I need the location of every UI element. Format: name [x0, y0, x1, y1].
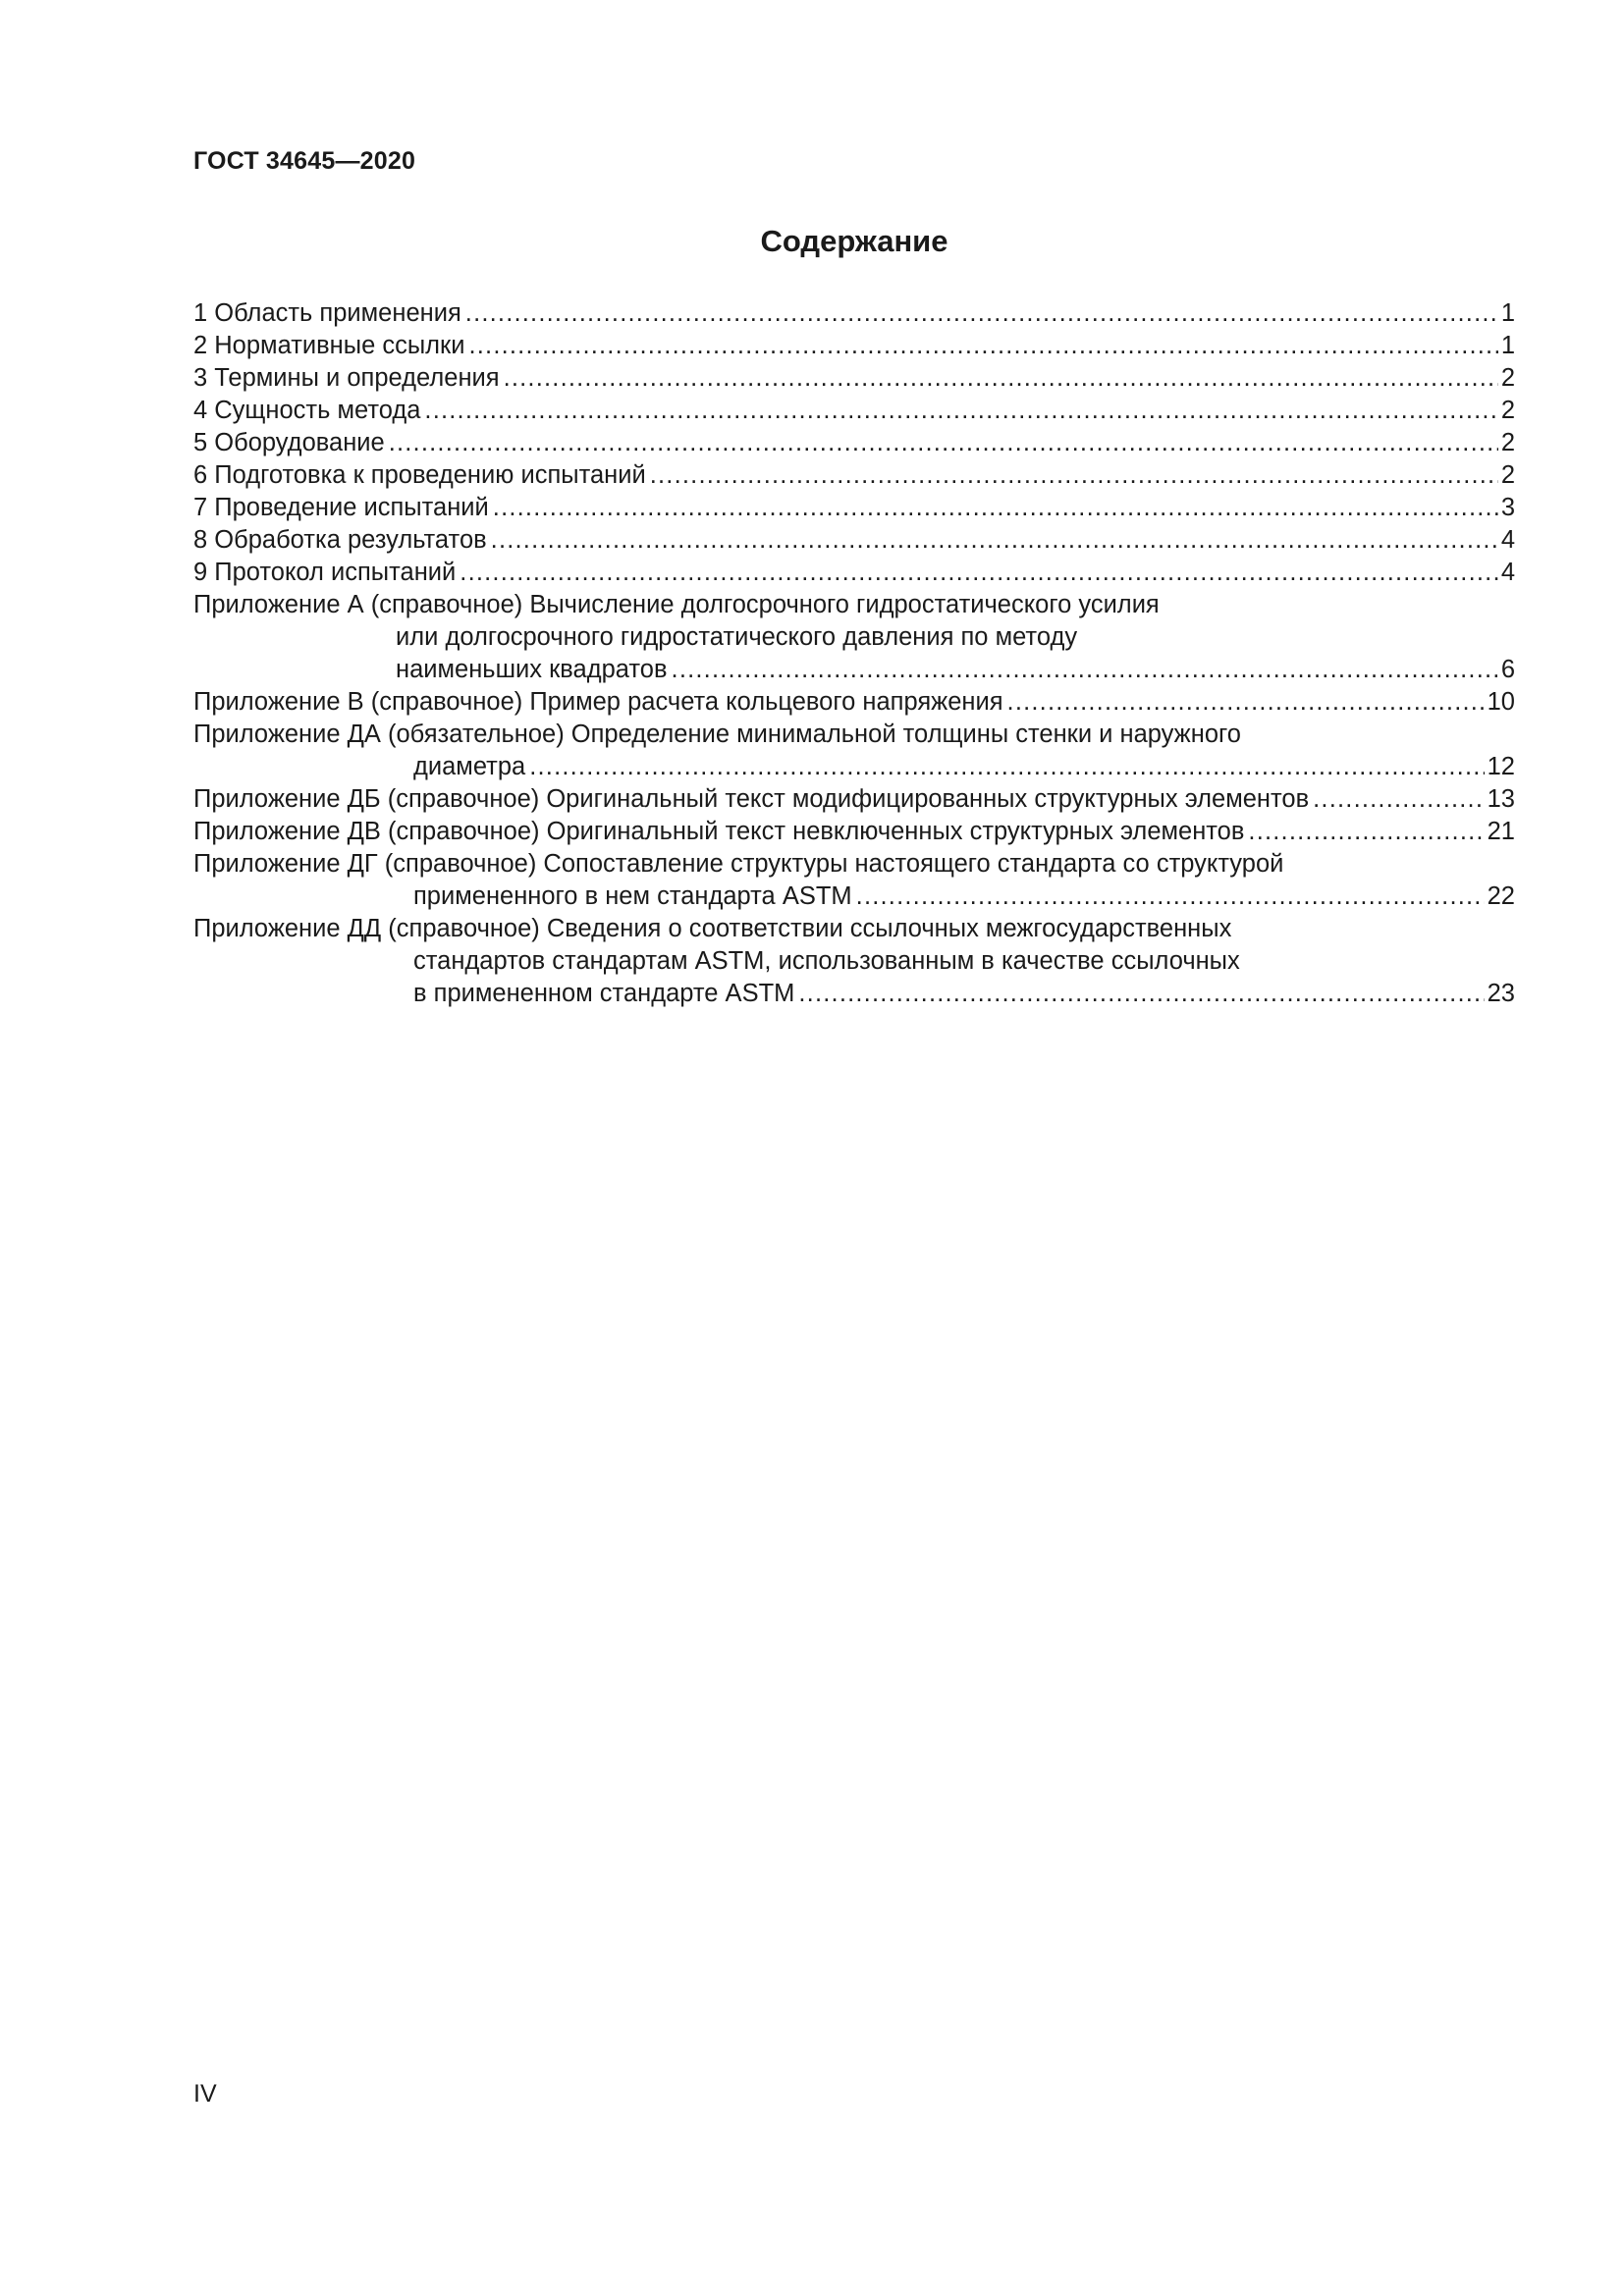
- toc-entry[interactable]: [193, 459, 1515, 492]
- toc-entry[interactable]: [193, 297, 1515, 330]
- toc-entry-text: 8 Обработка результатов: [193, 526, 487, 554]
- toc-leader-dots: [856, 881, 1485, 913]
- toc-entry[interactable]: [193, 427, 1515, 459]
- toc-entry[interactable]: [193, 330, 1515, 362]
- toc-entry-text: 2 Нормативные ссылки: [193, 332, 465, 359]
- toc-title: Содержание: [760, 224, 948, 258]
- toc-entry[interactable]: [193, 524, 1515, 557]
- toc-entry-line: [193, 945, 1515, 978]
- toc-leader-dots: [465, 297, 1498, 330]
- toc-leader-dots: [460, 557, 1498, 589]
- toc-entry-line: [193, 978, 1515, 1010]
- toc-entry-text: Приложение ДГ (справочное) Сопоставление структуры настоящего стандарта со структурой: [193, 850, 1284, 878]
- toc-entry-text: 6 Подготовка к проведению испытаний: [193, 461, 646, 489]
- toc-page-number: 4: [1500, 526, 1515, 554]
- toc-entry-text: 1 Область применения: [193, 299, 461, 327]
- toc-entry-appendix-v[interactable]: [193, 686, 1515, 719]
- toc-entry-text: 4 Сущность метода: [193, 397, 421, 424]
- toc-entry-line: [193, 913, 1515, 945]
- toc-entry-line: [193, 621, 1515, 654]
- toc-page-number: 2: [1500, 429, 1515, 456]
- toc-page-number: 2: [1500, 461, 1515, 489]
- toc-entry[interactable]: [193, 557, 1515, 589]
- toc-page-number: 22: [1487, 882, 1515, 910]
- toc-leader-dots: [650, 459, 1498, 492]
- toc-entry-text: или долгосрочного гидростатического давления по методу: [396, 623, 1078, 651]
- toc-entry-text: 7 Проведение испытаний: [193, 494, 489, 521]
- document-header-code: ГОСТ 34645—2020: [193, 147, 416, 175]
- toc-entry[interactable]: [193, 395, 1515, 427]
- toc-leader-dots: [424, 395, 1497, 427]
- toc-page-number: 4: [1500, 559, 1515, 586]
- toc-leader-dots: [1248, 816, 1484, 848]
- toc-leader-dots: [798, 978, 1484, 1010]
- toc-page-number: 21: [1487, 818, 1515, 845]
- toc-leader-dots: [493, 492, 1498, 524]
- toc-entry-text: Приложение В (справочное) Пример расчета кольцевого напряжения: [193, 688, 1003, 716]
- toc-entry-line: [193, 848, 1515, 881]
- toc-entry-line: [193, 654, 1515, 686]
- toc-entry-text: в примененном стандарте ASTM: [413, 980, 795, 1007]
- toc-entry[interactable]: [193, 362, 1515, 395]
- toc-entry-appendix-db[interactable]: [193, 783, 1515, 816]
- toc-entry-text: Приложение А (справочное) Вычисление долгосрочного гидростатического усилия: [193, 591, 1160, 618]
- toc-entry-text: Приложение ДВ (справочное) Оригинальный текст невключенных структурных элементов: [193, 818, 1245, 845]
- toc-entry-text: примененного в нем стандарта ASTM: [413, 882, 852, 910]
- toc-page-number: 3: [1500, 494, 1515, 521]
- toc-leader-dots: [491, 524, 1498, 557]
- toc-entry-appendix-a[interactable]: [193, 589, 1515, 686]
- toc-leader-dots: [389, 427, 1498, 459]
- toc-entry-appendix-dv[interactable]: [193, 816, 1515, 848]
- toc-page-number: 13: [1487, 785, 1515, 813]
- toc-entry-text: 3 Термины и определения: [193, 364, 500, 392]
- toc-page-number: 12: [1487, 753, 1515, 780]
- toc-leader-dots: [468, 330, 1497, 362]
- toc-entry-text: стандартов стандартам ASTM, использованным в качестве ссылочных: [413, 947, 1240, 975]
- toc-entry-appendix-dg[interactable]: [193, 848, 1515, 913]
- toc-entry-line: [193, 881, 1515, 913]
- toc-entry-text: Приложение ДД (справочное) Сведения о соответствии ссылочных межгосударственных: [193, 915, 1232, 942]
- toc-entry-text: 9 Протокол испытаний: [193, 559, 457, 586]
- toc-entry-line: [193, 589, 1515, 621]
- toc-page-number: 1: [1500, 299, 1515, 327]
- toc-leader-dots: [504, 362, 1498, 395]
- toc-page-number: 2: [1500, 397, 1515, 424]
- toc-entry-text: 5 Оборудование: [193, 429, 385, 456]
- toc-entry-appendix-da[interactable]: [193, 719, 1515, 783]
- toc-page-number: 6: [1500, 656, 1515, 683]
- toc-leader-dots: [1313, 783, 1484, 816]
- toc-entry-text: наименьших квадратов: [396, 656, 668, 683]
- toc-leader-dots: [1007, 686, 1485, 719]
- page-number-footer: IV: [193, 2080, 217, 2108]
- toc-leader-dots: [529, 751, 1484, 783]
- toc-leader-dots: [672, 654, 1498, 686]
- toc-entry-appendix-dd[interactable]: [193, 913, 1515, 1010]
- toc-page-number: 10: [1487, 688, 1515, 716]
- toc-entry-text: Приложение ДБ (справочное) Оригинальный текст модифицированных структурных элементов: [193, 785, 1310, 813]
- toc-page-number: 1: [1500, 332, 1515, 359]
- toc-entry-line: [193, 751, 1515, 783]
- toc-entry-text: диаметра: [413, 753, 526, 780]
- toc-entry-text: Приложение ДА (обязательное) Определение минимальной толщины стенки и наружного: [193, 721, 1241, 748]
- toc-page-number: 2: [1500, 364, 1515, 392]
- toc-entry-line: [193, 719, 1515, 751]
- toc-page-number: 23: [1487, 980, 1515, 1007]
- toc-entry[interactable]: [193, 492, 1515, 524]
- table-of-contents: [193, 297, 1515, 1010]
